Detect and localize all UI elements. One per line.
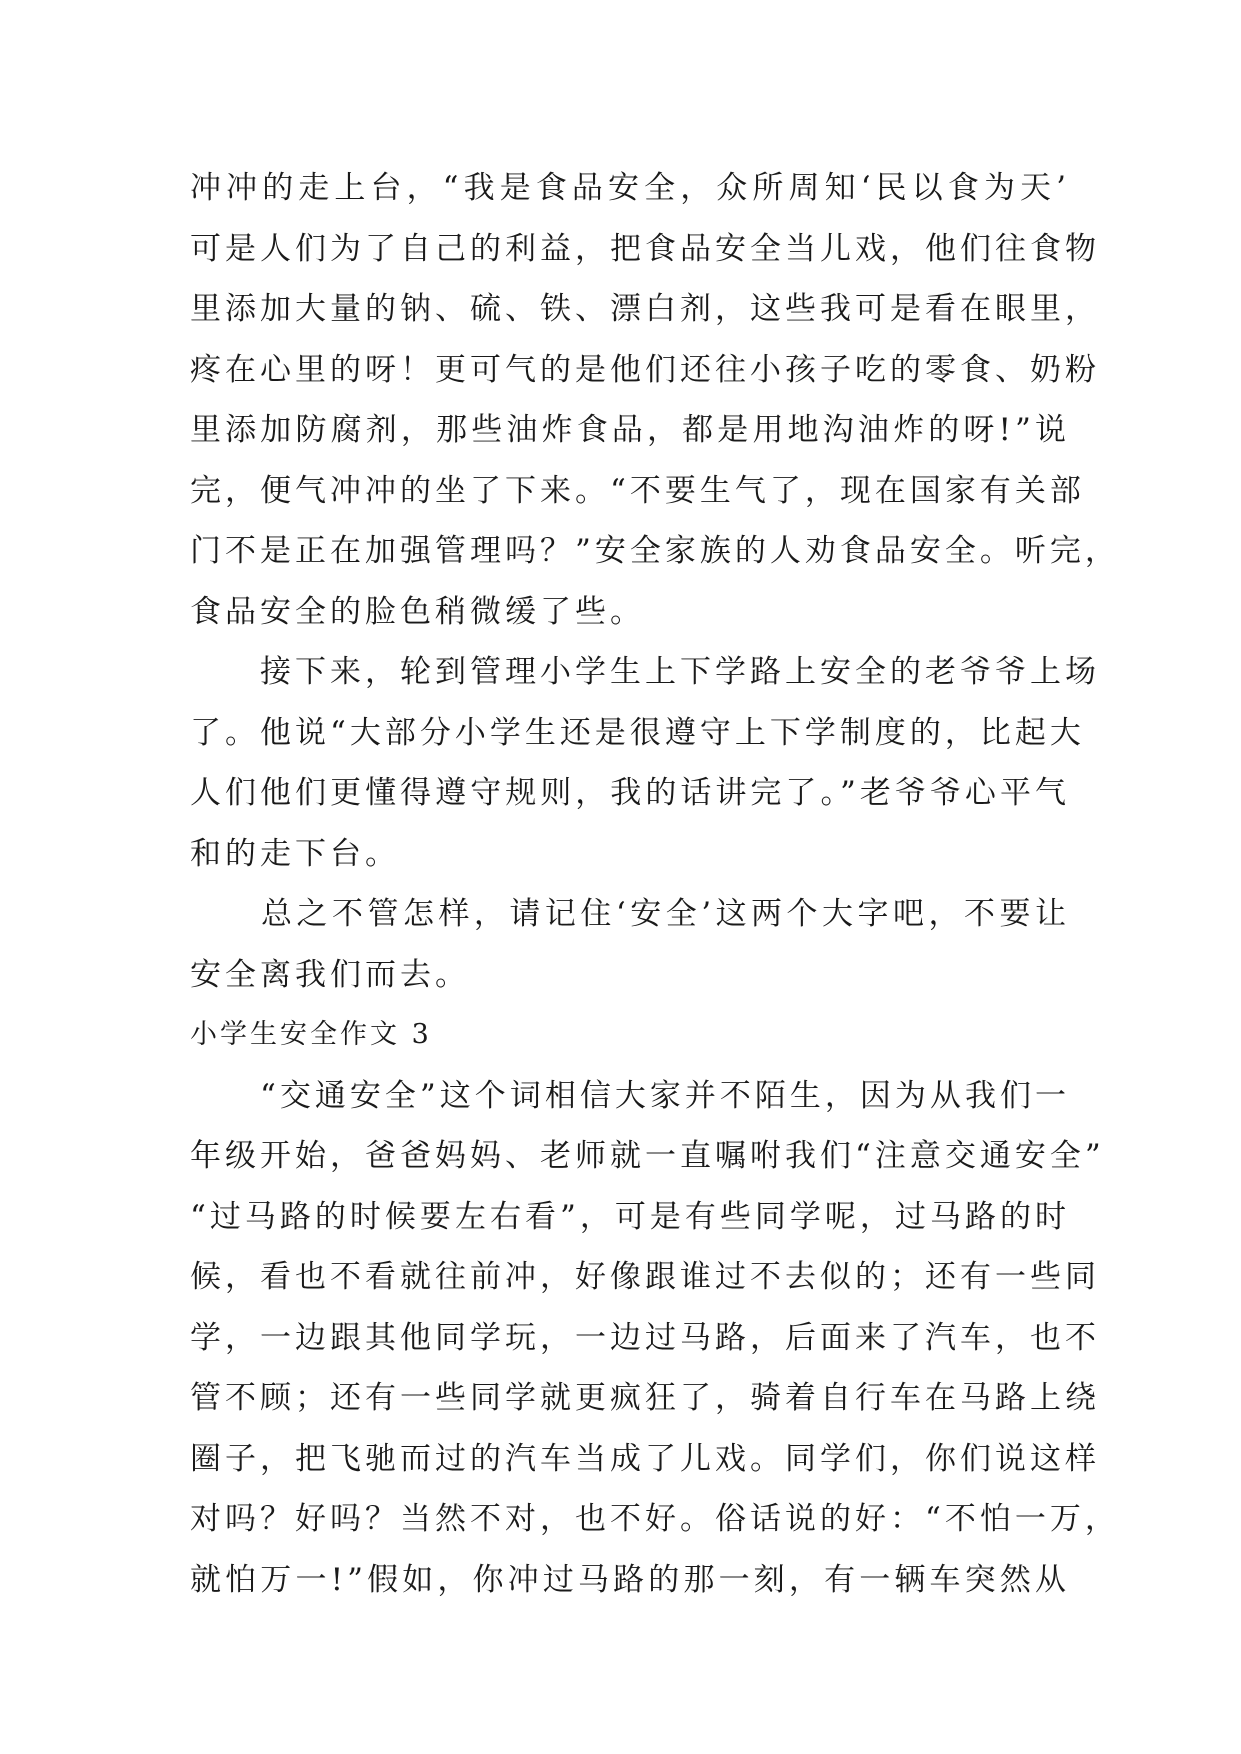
text-line: 疼在心里的呀！更可气的是他们还往小孩子吃的零食、奶粉: [190, 351, 1100, 388]
text-line: 食品安全的脸色稍微缓了些。: [190, 593, 645, 630]
text-line: 门不是正在加强管理吗？”安全家族的人劝食品安全。听完，: [190, 533, 1120, 569]
text-line: 对吗？好吗？当然不对，也不好。俗话说的好：“不怕一万，: [190, 1501, 1120, 1537]
text-line: 就怕万一!”假如，你冲过马路的那一刻，有一辆车突然从: [190, 1561, 1070, 1598]
text-line: 里添加防腐剂，那些油炸食品，都是用地沟油炸的呀!”说: [190, 412, 1070, 448]
text-line: 候，看也不看就往前冲，好像跟谁过不去似的；还有一些同: [190, 1259, 1100, 1295]
text-line: 学，一边跟其他同学玩，一边过马路，后面来了汽车，也不: [190, 1319, 1100, 1356]
text-line: 总之不管怎样，请记住‘安全’这两个大字吧，不要让: [190, 896, 1070, 932]
text-line: “过马路的时候要左右看”，可是有些同学呢，过马路的时: [190, 1198, 1070, 1235]
text-line: 圈子，把飞驰而过的汽车当成了儿戏。同学们，你们说这样: [190, 1440, 1100, 1477]
text-line: 可是人们为了自己的利益，把食品安全当儿戏，他们往食物: [190, 230, 1100, 267]
text-line: 管不顾；还有一些同学就更疯狂了，骑着自行车在马路上绕: [190, 1380, 1100, 1416]
text-line: 里添加大量的钠、硫、铁、漂白剂，这些我可是看在眼里，: [190, 291, 1100, 327]
text-line: 人们他们更懂得遵守规则，我的话讲完了。”老爷爷心平气: [190, 775, 1070, 811]
document-body: [190, 158, 1120, 1610]
section-heading: 小学生安全作文 3: [190, 1019, 432, 1050]
text-line: 接下来，轮到管理小学生上下学路上安全的老爷爷上场: [190, 654, 1100, 690]
text-line: “交通安全”这个词相信大家并不陌生，因为从我们一: [190, 1077, 1070, 1114]
text-line: 完，便气冲冲的坐了下来。“不要生气了，现在国家有关部: [190, 472, 1085, 509]
text-line: 冲冲的走上台，“我是食品安全，众所周知‘民以食为天’: [190, 170, 1070, 206]
text-line: 年级开始，爸爸妈妈、老师就一直嘱咐我们“注意交通安全”: [190, 1138, 1105, 1174]
text-line: 安全离我们而去。: [190, 956, 470, 993]
text-line: 了。他说“大部分小学生还是很遵守上下学制度的，比起大: [190, 714, 1085, 751]
text-line: 和的走下台。: [190, 835, 400, 872]
